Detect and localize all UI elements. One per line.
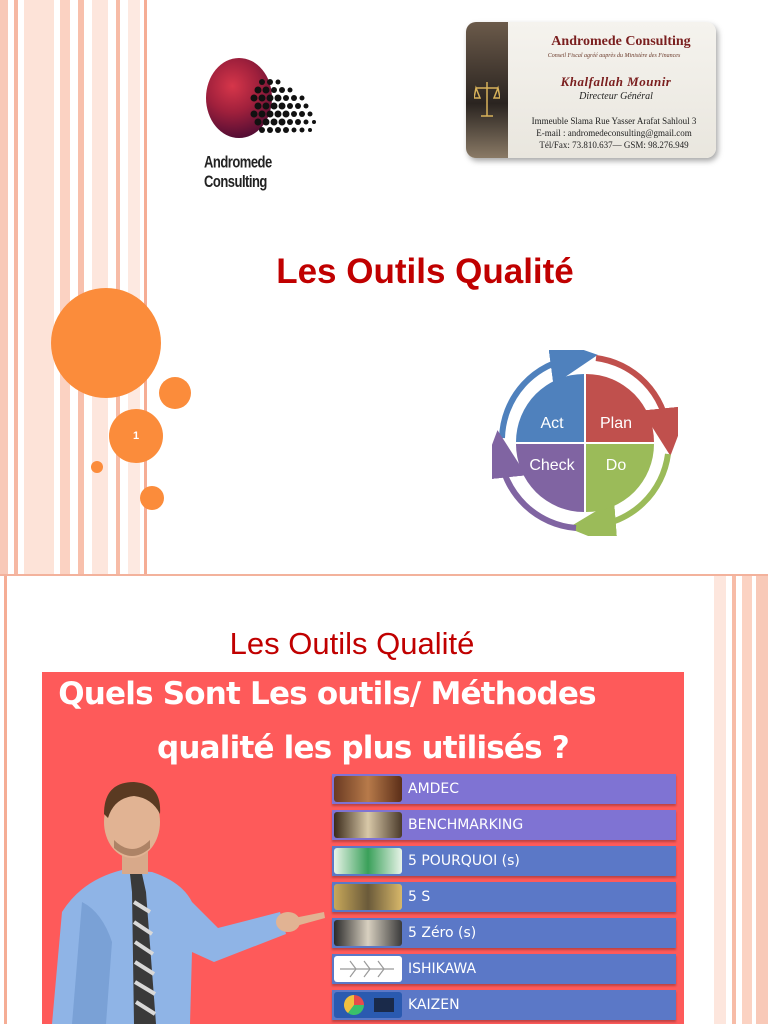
banner-question-line-1: Quels Sont Les outils/ Méthodes — [58, 676, 596, 712]
five-zero-thumbnail — [334, 920, 402, 946]
fishbone-icon — [334, 956, 402, 982]
stripe-decor — [78, 0, 84, 576]
stripe-decor — [24, 0, 54, 576]
amdec-thumbnail — [334, 776, 402, 802]
card-photo — [466, 22, 508, 158]
method-label: 5 S — [408, 889, 431, 905]
method-row-5s — [332, 882, 676, 912]
method-label: BENCHMARKING — [408, 817, 524, 833]
method-label: 5 POURQUOI (s) — [408, 853, 520, 869]
ishikawa-thumbnail — [334, 956, 402, 982]
methods-list — [332, 774, 676, 1024]
stripe-decor — [60, 0, 70, 576]
method-row-5-pourquoi — [332, 846, 676, 876]
method-row-kaizen — [332, 990, 676, 1020]
method-row-ishikawa — [332, 954, 676, 984]
card-email: E-mail : andromedeconsulting@gmail.com — [536, 128, 692, 138]
pdca-cycle-diagram — [492, 350, 678, 536]
slide-2-title: Les Outils Qualité — [229, 626, 475, 661]
card-phone: Tél/Fax: 73.810.637— GSM: 98.276.949 — [539, 140, 689, 150]
pdca-label-plan: Plan — [599, 415, 633, 432]
card-name: Khalfallah Mounir — [560, 74, 672, 89]
pdca-label-act: Act — [540, 415, 564, 432]
decor-circle — [140, 486, 164, 510]
pdca-label-do: Do — [605, 457, 627, 474]
stripe-decor — [4, 576, 7, 1024]
slide-2 — [0, 576, 768, 1024]
page-number: 1 — [132, 430, 140, 442]
scale-of-justice-icon — [474, 80, 500, 120]
method-row-amdec — [332, 774, 676, 804]
stripe-decor — [732, 576, 736, 1024]
method-label: KAIZEN — [408, 997, 460, 1013]
method-label: ISHIKAWA — [408, 961, 477, 977]
stripe-decor — [116, 0, 120, 576]
method-row-5-zero — [332, 918, 676, 948]
man-pointing-illustration — [42, 762, 342, 1024]
method-label: AMDEC — [408, 781, 460, 797]
decor-circle — [91, 461, 103, 473]
business-card — [466, 22, 716, 158]
card-address: Immeuble Slama Rue Yasser Arafat Sahloul 3 — [531, 116, 697, 126]
stripe-decor — [742, 576, 752, 1024]
pdca-label-check: Check — [529, 457, 575, 474]
stripe-decor — [0, 0, 8, 576]
pie-chart-icon — [334, 992, 402, 1018]
five-whys-thumbnail — [334, 848, 402, 874]
card-subtitle: Conseil Fiscal agréé auprès du Ministère des Finances — [547, 53, 681, 59]
card-role: Directeur Général — [579, 91, 653, 102]
pdca-quadrant-check — [516, 444, 584, 512]
stripe-decor — [756, 576, 768, 1024]
pointing-finger — [294, 912, 325, 926]
method-row-benchmarking — [332, 810, 676, 840]
kaizen-thumbnail — [334, 992, 402, 1018]
five-s-thumbnail — [334, 884, 402, 910]
method-label: 5 Zéro (s) — [408, 925, 477, 941]
slide-1-title: Les Outils Qualité — [276, 252, 574, 291]
quality-methods-banner — [42, 672, 684, 1024]
logo-dots-icon — [196, 52, 324, 152]
stripe-decor — [714, 576, 726, 1024]
card-company: Andromede Consulting — [551, 34, 691, 49]
decor-circle — [51, 288, 161, 398]
stripe-decor — [14, 0, 18, 576]
stripe-decor — [128, 0, 140, 576]
logo-text: Andromede Consulting — [204, 152, 272, 191]
banner-question-line-2: qualité les plus utilisés ? — [157, 730, 569, 766]
benchmarking-thumbnail — [334, 812, 402, 838]
decor-circle — [159, 377, 191, 409]
company-logo — [196, 52, 324, 191]
